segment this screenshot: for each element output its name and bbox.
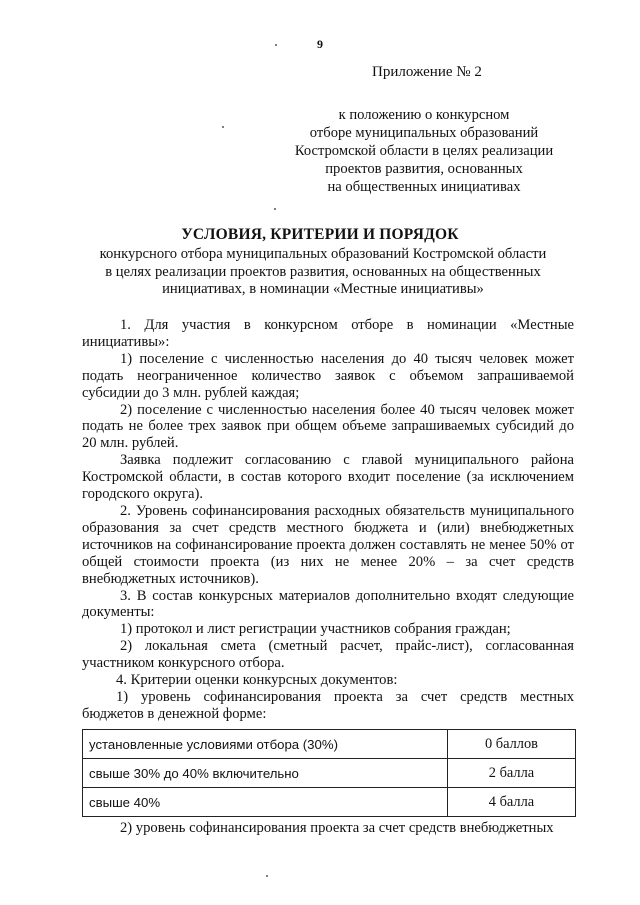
paragraph-1-2: 2) поселение с численностью населения более 40 тысяч человек может подать не более трех заявок при общем объеме запрашиваемых субсидий до 20 млн. рублей. [82, 401, 574, 452]
scan-speck [222, 126, 224, 128]
paragraph-approval: Заявка подлежит согласованию с главой муниципального района Костромской области, в состав которого входит поселение (за исключением городского округа). [82, 452, 574, 503]
paragraph-1: 1. Для участия в конкурсном отборе в номинации «Местные инициативы»: [82, 317, 574, 350]
subheading-line: в целях реализации проектов развития, основанных на общественных [105, 263, 541, 280]
criteria-table [82, 729, 576, 817]
document-heading: УСЛОВИЯ, КРИТЕРИИ И ПОРЯДОК [181, 226, 459, 243]
criteria-condition-cell: установленные условиями отбора (30%) [83, 730, 448, 759]
subheading-line: конкурсного отбора муниципальных образований Костромской области [99, 246, 547, 262]
table-row [83, 759, 576, 788]
appendix-subtitle [268, 106, 580, 196]
appendix-subtitle-line: отборе муниципальных образований [309, 125, 539, 141]
scan-speck [275, 44, 277, 46]
paragraph-2: 2. Уровень софинансирования расходных обязательств муниципального образования за счет средств местного бюджета и (или) внебюджетных источников на софинансирование проекта должен составлять не менее 50% от общей стоимости проекта (из них не менее 20% – за счет средств внебюджетных источников). [82, 502, 574, 587]
criteria-score-cell: 0 баллов [448, 730, 576, 759]
document-subheading [70, 246, 576, 299]
paragraph-3-1: 1) протокол и лист регистрации участников собрания граждан; [120, 621, 511, 638]
subheading-line: инициативах, в номинации «Местные инициативы» [162, 281, 484, 297]
paragraph-3: 3. В состав конкурсных материалов дополнительно входят следующие документы: [82, 587, 574, 621]
scan-speck [266, 875, 268, 877]
paragraph-1-1: 1) поселение с численностью населения до 40 тысяч человек может подать неограниченное количество заявок с объемом запрашиваемой субсидии до 3 млн. рублей каждая; [82, 350, 574, 401]
paragraph-4-1: 1) уровень софинансирования проекта за счет средств местных бюджетов в денежной форме: [82, 688, 574, 722]
scan-speck [274, 208, 276, 210]
criteria-score-cell: 2 балла [448, 759, 576, 788]
appendix-subtitle-line: проектов развития, основанных [325, 161, 523, 177]
appendix-subtitle-line: Костромской области в целях реализации [294, 143, 554, 159]
table-row [83, 730, 576, 759]
table-row [83, 788, 576, 817]
paragraph-3-2: 2) локальная смета (сметный расчет, прайс-лист), согласованная участником конкурсного отбора. [82, 638, 574, 672]
paragraph-4: 4. Критерии оценки конкурсных документов: [116, 672, 398, 689]
appendix-subtitle-line: на общественных инициативах [327, 179, 521, 195]
appendix-title: Приложение № 2 [372, 64, 482, 80]
criteria-condition-cell: свыше 30% до 40% включительно [83, 759, 448, 788]
paragraph-4-2: 2) уровень софинансирования проекта за счет средств внебюджетных [120, 820, 554, 836]
page-number: 9 [317, 37, 323, 51]
appendix-subtitle-line: к положению о конкурсном [338, 107, 510, 123]
criteria-condition-cell: свыше 40% [83, 788, 448, 817]
criteria-score-cell: 4 балла [448, 788, 576, 817]
body-text [82, 317, 574, 723]
